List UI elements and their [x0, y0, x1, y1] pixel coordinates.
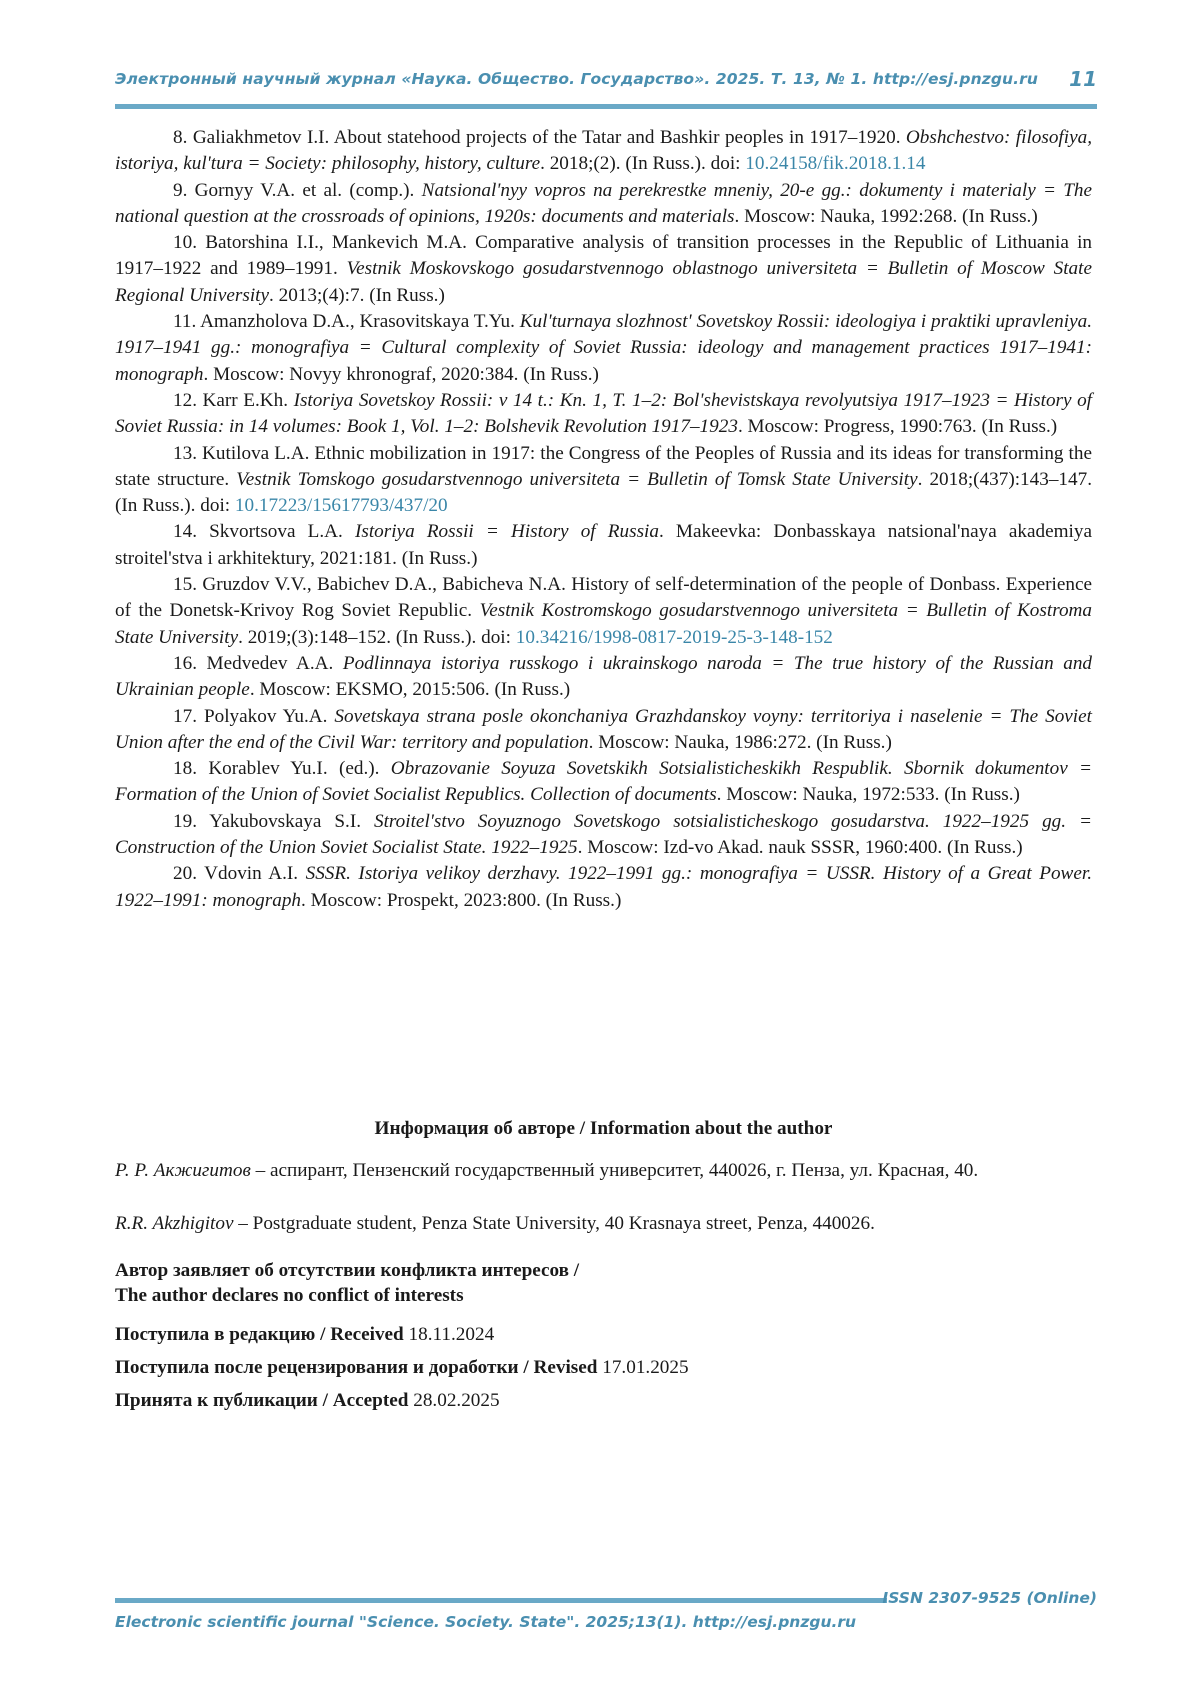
reference-details: . Moscow: Nauka, 1992:268. (In Russ.) — [734, 205, 1038, 227]
author-details-ru: – аспирант, Пензенский государственный университет, 440026, г. Пенза, ул. Красная, 40. — [250, 1160, 979, 1181]
reference-title: Podlinnaya istoriya russkogo i ukrainskogo naroda = The true history of the Russian and Ukrainian people — [115, 652, 1093, 701]
reference-details: . Makeevka: Donbasskaya natsional'naya akademiya stroitel'stva i arkhitektury, 2021:181. (In Russ.) — [115, 521, 1092, 569]
accepted-date: 28.02.2025 — [413, 1390, 500, 1411]
reference-list — [115, 125, 1092, 914]
footer-issn: ISSN 2307-9525 (Online) — [882, 1589, 1097, 1607]
reference-details: . 2019;(3):148–152. (In Russ.). doi: — [238, 626, 516, 648]
reference-title: Obrazovanie Soyuza Sovetskikh Sotsialisticheskikh Respublik. Sbornik dokumentov = Formation of the Union of Soviet Socialist Republics. Collection of documents — [115, 758, 1093, 806]
reference-item — [115, 388, 1092, 441]
reference-number: 9. — [173, 179, 188, 201]
received-label: Поступила в редакцию / Received — [115, 1324, 404, 1345]
author-info-heading: Информация об авторе / Information about the author — [374, 1118, 833, 1139]
reference-authors: Polyakov Yu.A. — [203, 705, 335, 727]
reference-authors: Amanzholova D.A., Krasovitskaya T.Yu. — [200, 311, 520, 333]
reference-details: . Moscow: Nauka, 1972:533. (In Russ.) — [716, 784, 1020, 806]
reference-number: 12. — [173, 389, 197, 411]
reference-title: Vestnik Moskovskogo gosudarstvennogo oblastnogo universiteta = Bulletin of Moscow State Regional University — [115, 258, 1092, 306]
reference-item — [115, 441, 1092, 520]
author-info-en — [115, 1213, 1105, 1235]
reference-title: Obshchestvo: filosofiya, istoriya, kul'tura = Society: philosophy, history, culture — [115, 127, 1093, 175]
revised-label: Поступила после рецензирования и доработки / Revised — [115, 1357, 598, 1378]
reference-number: 14. — [173, 521, 197, 543]
reference-item — [115, 178, 1092, 231]
reference-title: Stroitel'stvo Soyuznogo Sovetskogo sotsialisticheskogo gosudarstva. 1922–1925 gg. = Construction of the Union Soviet Socialist State. 1922–1925 — [115, 810, 1092, 859]
reference-doi-link[interactable]: 10.24158/fik.2018.1.14 — [745, 153, 926, 175]
reference-item — [115, 309, 1092, 388]
reference-authors: Karr E.Kh. — [202, 389, 294, 411]
reference-doi-link[interactable]: 10.34216/1998-0817-2019-25-3-148-152 — [515, 626, 833, 648]
reference-details: . Moscow: Progress, 1990:763. (In Russ.) — [737, 416, 1058, 438]
reference-number: 20. — [173, 863, 197, 885]
reference-number: 18. — [173, 758, 197, 780]
reference-authors: Vdovin A.I. — [204, 863, 306, 885]
reference-item — [115, 651, 1092, 704]
received-date-row — [115, 1318, 689, 1351]
footer-rule — [115, 1598, 887, 1603]
reference-authors: Kutilova L.A. Ethnic mobilization in 1917: the Congress of the Peoples of Russia and its ideas for transforming the state structure. — [115, 442, 1093, 490]
reference-number: 11. — [173, 311, 197, 333]
reference-details: . Moscow: EKSMO, 2015:506. (In Russ.) — [249, 679, 571, 701]
reference-authors: Batorshina I.I., Mankevich M.A. Comparative analysis of transition processes in the Republic of Lithuania in 1917–1922 and 1989–1991. — [115, 232, 1092, 280]
reference-number: 16. — [173, 652, 197, 674]
reference-item — [115, 809, 1092, 862]
reference-authors: Gruzdov V.V., Babichev D.A., Babicheva N.A. History of self-determination of the people of Donbass. Experience of the Donetsk-Krivoy Rog Soviet Republic. — [115, 574, 1093, 622]
reference-number: 15. — [173, 574, 197, 596]
reference-item — [115, 861, 1092, 914]
reference-details: . Moscow: Nauka, 1986:272. (In Russ.) — [588, 731, 892, 753]
reference-details: . 2013;(4):7. (In Russ.) — [269, 284, 445, 306]
footer-journal-title: Electronic scientific journal "Science. Society. State". 2025;13(1). http://esj.pnzgu.ru — [115, 1613, 857, 1631]
reference-authors: Galiakhmetov I.I. About statehood projects of the Tatar and Bashkir peoples in 1917–1920. — [192, 127, 906, 148]
reference-doi-link[interactable]: 10.17223/15617793/437/20 — [234, 495, 448, 517]
reference-item — [115, 704, 1092, 757]
header-rule — [115, 104, 1097, 109]
reference-details: . Moscow: Prospekt, 2023:800. (In Russ.) — [301, 889, 622, 911]
reference-number: 17. — [173, 705, 197, 727]
author-details-en: – Postgraduate student, Penza State University, 40 Krasnaya street, Penza, 440026. — [233, 1213, 875, 1234]
page-number: 11 — [1069, 67, 1097, 91]
reference-authors: Yakubovskaya S.I. — [209, 810, 374, 832]
reference-details: . Moscow: Novyy khronograf, 2020:384. (In Russ.) — [203, 363, 599, 385]
reference-title: Vestnik Kostromskogo gosudarstvennogo universiteta = Bulletin of Kostroma State University — [115, 600, 1093, 648]
publication-dates — [115, 1318, 689, 1417]
reference-item — [115, 572, 1092, 651]
reference-number: 10. — [173, 232, 197, 254]
reference-title: Istoriya Rossii = History of Russia — [354, 521, 659, 543]
page-header — [115, 67, 1097, 114]
reference-number: 19. — [173, 810, 197, 832]
reference-details: . 2018;(2). (In Russ.). doi: — [540, 153, 746, 175]
reference-number: 13. — [173, 442, 197, 464]
revised-date: 17.01.2025 — [602, 1357, 689, 1378]
reference-authors: Skvortsova L.A. — [209, 521, 355, 543]
reference-item — [115, 125, 1092, 178]
accepted-date-row — [115, 1384, 689, 1417]
reference-title: Kul'turnaya slozhnost' Sovetskoy Rossii: ideologiya i praktiki upravleniya. 1917–1941 gg.: monografiya = Cultural complexity of Soviet Russia: ideology and management practices 1917–1941: monograph — [115, 311, 1092, 385]
author-info-ru — [115, 1160, 1105, 1182]
reference-authors: Medvedev A.A. — [206, 652, 343, 674]
reference-title: SSSR. Istoriya velikoy derzhavy. 1922–1991 gg.: monografiya = USSR. History of a Great Power. 1922–1991: monograph — [115, 863, 1093, 911]
reference-title: Istoriya Sovetskoy Rossii: v 14 t.: Kn. 1, T. 1–2: Bol'shevistskaya revolyutsiya 1917–1923 = History of Soviet Russia: in 14 volumes: Book 1, Vol. 1–2: Bolshevik Revolution 1917–1923 — [115, 389, 1093, 438]
reference-details: . Moscow: Izd-vo Akad. nauk SSSR, 1960:400. (In Russ.) — [577, 837, 1023, 859]
conflict-line-ru: Автор заявляет об отсутствии конфликта интересов / — [115, 1260, 580, 1281]
reference-item — [115, 230, 1092, 309]
accepted-label: Принята к публикации / Accepted — [115, 1390, 409, 1411]
conflict-line-en: The author declares no conflict of interests — [115, 1285, 464, 1306]
reference-authors: Korablev Yu.I. (ed.). — [208, 758, 391, 780]
reference-number: 8. — [173, 127, 188, 148]
reference-authors: Gornyy V.A. et al. (comp.). — [194, 179, 422, 201]
reference-title: Sovetskaya strana posle okonchaniya Grazhdanskoy voyny: territoriya i naselenie = The Soviet Union after the end of the Civil War: territory and population — [115, 705, 1092, 753]
received-date: 18.11.2024 — [408, 1324, 495, 1345]
reference-item — [115, 756, 1092, 809]
reference-details: . 2018;(437):143–147. (In Russ.). doi: — [115, 468, 1093, 517]
reference-title: Vestnik Tomskogo gosudarstvennogo universiteta = Bulletin of Tomsk State University — [236, 468, 918, 490]
reference-title: Natsional'nyy vopros na perekrestke mneniy, 20-e gg.: dokumenty i materialy = The national question at the crossroads of opinions, 1920s: documents and materials — [115, 179, 1093, 227]
journal-header-title: Электронный научный журнал «Наука. Общество. Государство». 2025. Т. 13, № 1. http://esj.pnzgu.ru — [115, 70, 1039, 88]
reference-item — [115, 519, 1092, 572]
conflict-statement — [115, 1258, 579, 1308]
author-name-en: R.R. Akzhigitov — [115, 1213, 234, 1234]
revised-date-row — [115, 1351, 689, 1384]
author-name-ru: Р. Р. Акжигитов — [115, 1160, 251, 1181]
